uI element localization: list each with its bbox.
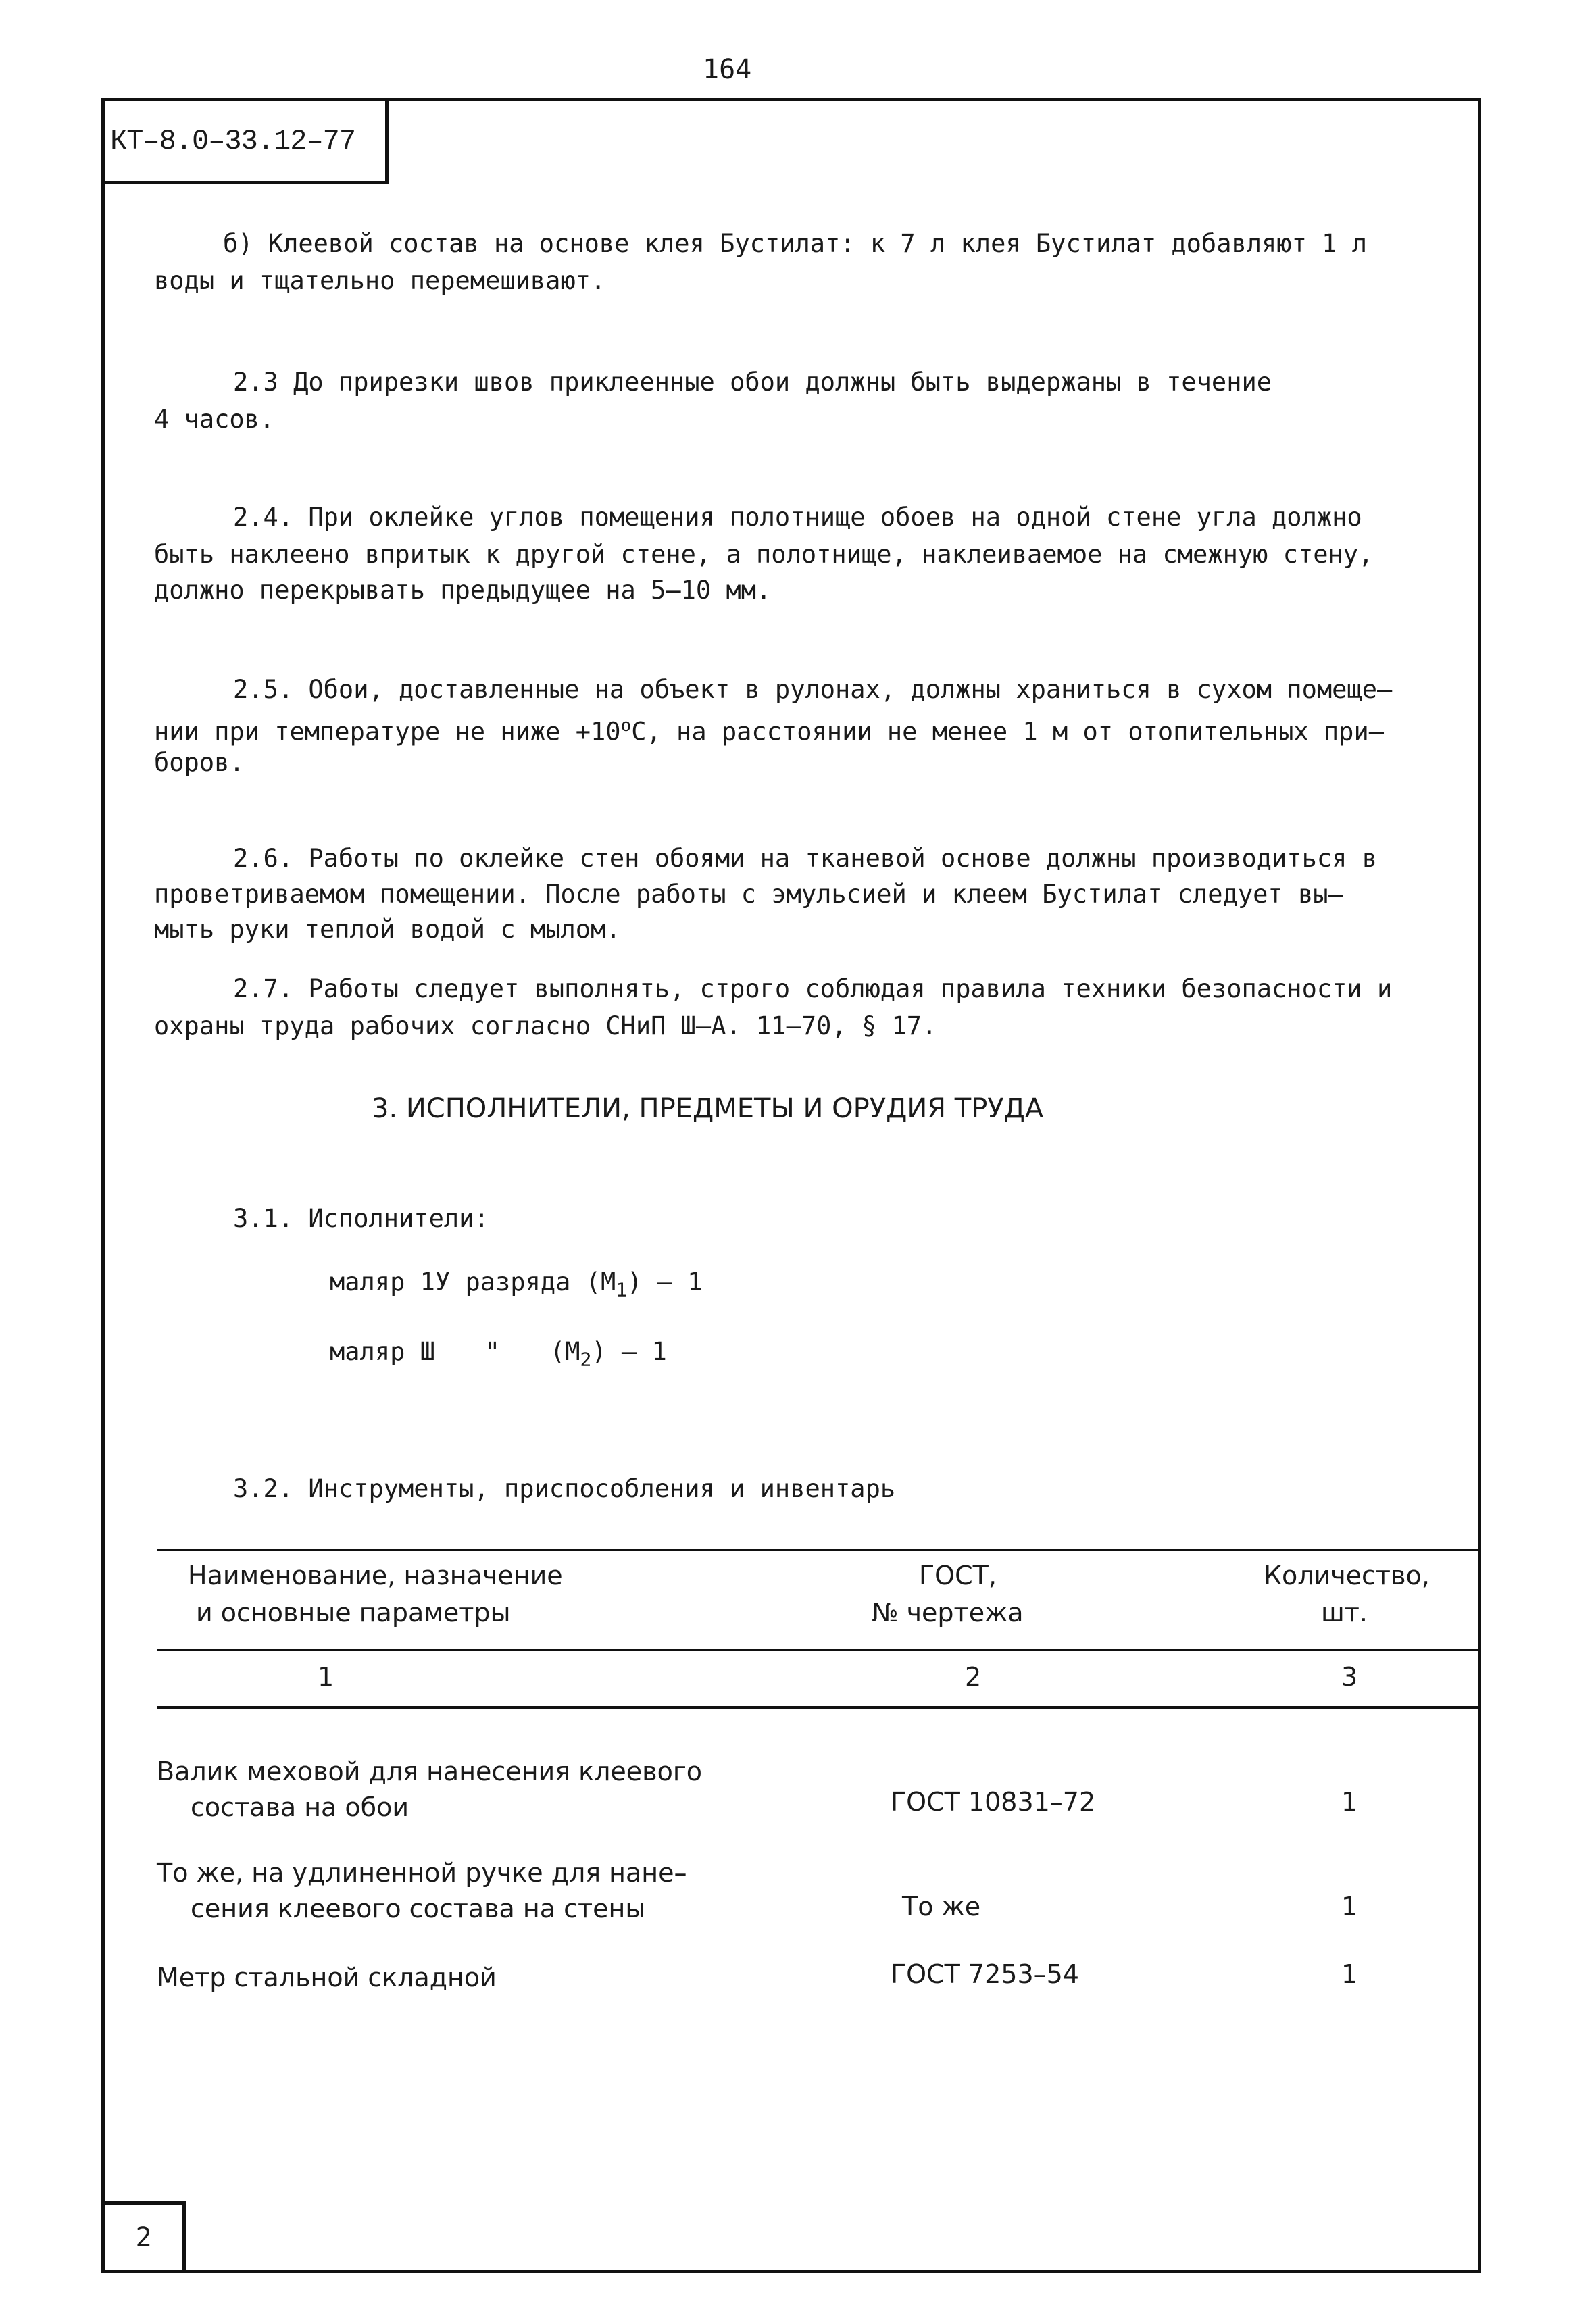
paragraph-3-1: 3.1. Исполнители: — [233, 1204, 489, 1233]
table-header-col1-line1: Наименование, назначение — [188, 1561, 563, 1590]
paragraph-2-6-line2: проветриваемом помещении. После работы с эмульсией и клеем Бустилат следует вы– — [154, 880, 1343, 909]
table-col-number-1: 1 — [318, 1662, 334, 1692]
table-header-col2-line2: № чертежа — [872, 1598, 1024, 1628]
table-row-2-name-line2: сения клеевого состава на стены — [191, 1894, 646, 1923]
table-numbers-rule — [157, 1706, 1481, 1709]
paragraph-b-line1: б) Клеевой состав на основе клея Бустилат: к 7 л клея Бустилат добавляют 1 л — [223, 229, 1367, 258]
paragraph-2-5-line3: боров. — [154, 748, 245, 777]
paragraph-2-5-line2: нии при температуре не ниже $+10^oС$, на расстоянии не менее 1 м от отопительных при– — [154, 715, 1385, 747]
table-header-rule — [157, 1649, 1481, 1651]
document-code: КТ–8.0–33.12–77 — [101, 98, 389, 184]
table-header-col3-line1: Количество, — [1264, 1561, 1430, 1590]
table-row-1-name-line1: Валик меховой для нанесения клеевого — [157, 1757, 703, 1786]
table-row-1-name-line2: состава на обои — [191, 1792, 409, 1822]
page-frame — [101, 98, 1481, 2273]
table-header-col2-line1: ГОСТ, — [919, 1561, 997, 1590]
table-row-2-name-line1: То же, на удлиненной ручке для нане– — [157, 1858, 687, 1888]
paragraph-2-4-line1: 2.4. При оклейке углов помещения полотнище обоев на одной стене угла должно — [233, 503, 1362, 532]
worker-2: маляр Ш " $(М_2) - 1$ — [330, 1337, 667, 1371]
paragraph-3-2: 3.2. Инструменты, приспособления и инвентарь — [233, 1474, 896, 1503]
table-row-3-name-line1: Метр стальной складной — [157, 1963, 497, 1992]
paragraph-2-6-line3: мыть руки теплой водой с мылом. — [154, 915, 621, 944]
sheet-number: 2 — [101, 2201, 186, 2273]
table-col-number-3: 3 — [1341, 1662, 1358, 1692]
table-header-col3-line2: шт. — [1321, 1598, 1368, 1628]
table-top-rule — [157, 1549, 1481, 1551]
section-3-heading: 3. ИСПОЛНИТЕЛИ, ПРЕДМЕТЫ И ОРУДИЯ ТРУДА — [372, 1093, 1044, 1124]
paragraph-2-5-line1: 2.5. Обои, доставленные на объект в рулонах, должны храниться в сухом помеще– — [233, 675, 1393, 704]
table-row-3-gost: ГОСТ 7253–54 — [891, 1959, 1079, 1989]
table-row-2-gost: То же — [902, 1892, 981, 1921]
table-row-1-gost: ГОСТ 10831–72 — [891, 1787, 1096, 1817]
paragraph-2-4-line3: должно перекрывать предыдущее на 5–10 мм. — [154, 576, 772, 605]
table-header-col1-line2: и основные параметры — [196, 1598, 511, 1628]
table-row-1-qty: 1 — [1341, 1787, 1358, 1817]
paragraph-2-3-line1: 2.3 До прирезки швов приклеенные обои должны быть выдержаны в течение — [233, 368, 1272, 397]
paragraph-b-line2: воды и тщательно перемешивают. — [154, 266, 606, 295]
table-col-number-2: 2 — [965, 1662, 982, 1692]
paragraph-2-7-line2: охраны труда рабочих согласно СНиП Ш–А. 11–70, § 17. — [154, 1011, 937, 1040]
paragraph-2-7-line1: 2.7. Работы следует выполнять, строго соблюдая правила техники безопасности и — [233, 974, 1393, 1003]
table-row-2-qty: 1 — [1341, 1892, 1358, 1921]
paragraph-2-3-line2: 4 часов. — [154, 405, 275, 434]
paragraph-2-6-line1: 2.6. Работы по оклейке стен обоями на тканевой основе должны производиться в — [233, 844, 1377, 873]
paragraph-2-4-line2: быть наклеено впритык к другой стене, а полотнище, наклеиваемое на смежную стену, — [154, 540, 1374, 569]
page-number: 164 — [703, 54, 752, 85]
table-row-3-qty: 1 — [1341, 1959, 1358, 1989]
worker-1: маляр 1У разряда $(М_1) - 1$ — [330, 1267, 703, 1301]
